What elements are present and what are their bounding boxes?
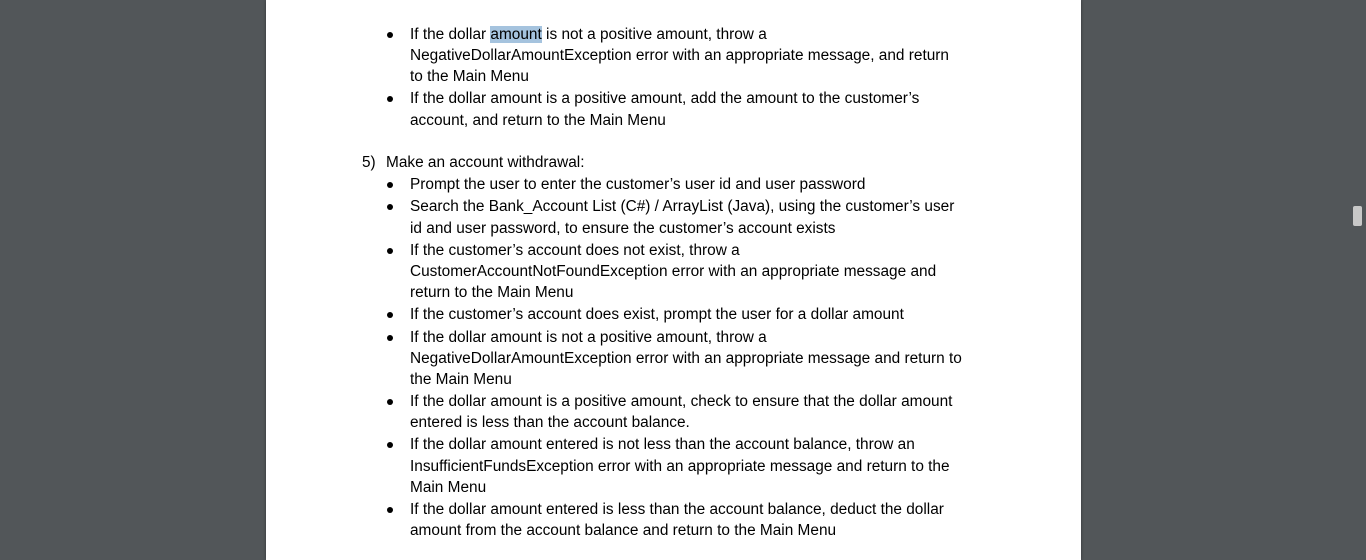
text-line: Search the Bank_Account List (C#) / ArrayList (Java), using the customer’s user bbox=[410, 198, 955, 215]
text-line: account, and return to the Main Menu bbox=[410, 112, 666, 129]
text-line: If the dollar amount is not a positive amount, throw a bbox=[410, 329, 767, 346]
bullet-icon bbox=[387, 335, 393, 341]
text-line: entered is less than the account balance. bbox=[410, 414, 690, 431]
bullet-icon bbox=[387, 248, 393, 254]
text-line: amount from the account balance and return to the Main Menu bbox=[410, 522, 837, 539]
text-line bbox=[410, 24, 767, 45]
text-line: If the customer’s account does not exist, throw a bbox=[410, 242, 740, 259]
scrollbar-thumb[interactable] bbox=[1353, 206, 1362, 226]
bullet-icon bbox=[387, 507, 393, 513]
text-rest: is not a positive amount, throw a bbox=[546, 26, 767, 43]
text-line: the Main Menu bbox=[410, 371, 512, 388]
text-line: Prompt the user to enter the customer’s user id and user password bbox=[410, 176, 866, 193]
bullet-icon bbox=[387, 442, 393, 448]
bullet-icon bbox=[387, 399, 393, 405]
text-line: return to the Main Menu bbox=[410, 284, 574, 301]
vertical-scrollbar[interactable] bbox=[1349, 0, 1366, 560]
text-line: NegativeDollarAmountException error with an appropriate message, and return bbox=[410, 47, 949, 64]
text-line: If the customer’s account does exist, prompt the user for a dollar amount bbox=[410, 306, 904, 323]
bullet-icon bbox=[387, 312, 393, 318]
bullet-icon bbox=[387, 204, 393, 210]
text-line: If the dollar amount is a positive amount, add the amount to the customer’s bbox=[410, 90, 920, 107]
text-line: NegativeDollarAmountException error with an appropriate message and return to bbox=[410, 350, 962, 367]
text-line: id and user password, to ensure the customer’s account exists bbox=[410, 220, 836, 237]
bullet-icon bbox=[387, 32, 393, 38]
text-line: If the dollar amount entered is not less than the account balance, throw an bbox=[410, 436, 915, 453]
text-prefix: If the dollar bbox=[410, 26, 491, 43]
document-page bbox=[266, 0, 1081, 560]
bullet-icon bbox=[387, 96, 393, 102]
search-highlight: amount bbox=[490, 26, 542, 43]
text-line: InsufficientFundsException error with an appropriate message and return to the bbox=[410, 458, 950, 475]
section-heading: Make an account withdrawal: bbox=[386, 154, 585, 171]
bullet-icon bbox=[387, 182, 393, 188]
text-line: to the Main Menu bbox=[410, 68, 529, 85]
text-line: If the dollar amount entered is less than the account balance, deduct the dollar bbox=[410, 501, 944, 518]
text-line: Main Menu bbox=[410, 479, 487, 496]
section-number: 5) bbox=[362, 154, 376, 171]
text-line: CustomerAccountNotFoundException error with an appropriate message and bbox=[410, 263, 937, 280]
text-line: If the dollar amount is a positive amount, check to ensure that the dollar amount bbox=[410, 393, 953, 410]
